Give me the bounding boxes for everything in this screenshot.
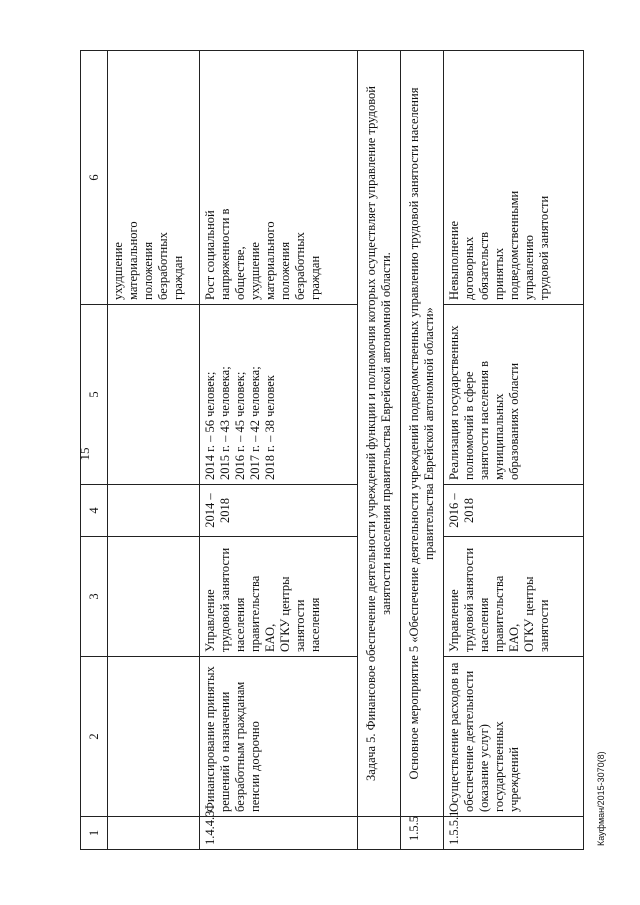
rotated-table-container [80, 50, 620, 850]
row-executor: Управление трудовой занятости населения правительства ЕАО, ОГКУ центры занятости населения [200, 537, 358, 657]
row-result: Реализация государственных полномочий в сфере занятости населения в муниципальных образованиях области [444, 305, 584, 485]
row-consequence: ухудшение материального положения безработных граждан [108, 51, 200, 305]
header-row [81, 51, 108, 850]
measure-code: 1.5.5 [401, 817, 444, 850]
row-code: 1.5.5.1 [444, 817, 584, 850]
row-period: 2014 – 2018 [200, 485, 358, 537]
task-text: Задача 5. Финансовое обеспечение деятельности учреждений функции и полномочия которых осуществляет управление трудовой занятости населения правительства Еврейской автономной области. [358, 51, 401, 817]
header-cell: 2 [81, 657, 108, 817]
document-footer: Кауфман/2015-3070(8) [596, 751, 606, 846]
row-code: 1.4.4.3 [200, 817, 358, 850]
header-cell: 1 [81, 817, 108, 850]
row-code [108, 817, 200, 850]
row-consequence: Рост социальной напряженности в обществе, ухудшение материального положения безработных граждан [200, 51, 358, 305]
table-row [444, 51, 584, 850]
program-table [80, 50, 584, 850]
measure-row [401, 51, 444, 850]
header-cell: 3 [81, 537, 108, 657]
row-result [108, 305, 200, 485]
header-cell: 6 [81, 51, 108, 305]
row-name: Финансирование принятых решений о назначении безработным гражданам пенсии досрочно [200, 657, 358, 817]
header-cell: 5 [81, 305, 108, 485]
row-period [108, 485, 200, 537]
row-result: 2014 г. – 56 человек; 2015 г. – 43 человека; 2016 г. – 45 человек; 2017 г. – 42 человека; 2018 г. – 38 человек [200, 305, 358, 485]
row-name [108, 657, 200, 817]
header-cell: 4 [81, 485, 108, 537]
row-name: Осуществление расходов на обеспечение деятельности (оказание услуг) государственных учреждений [444, 657, 584, 817]
row-executor [108, 537, 200, 657]
table-row [108, 51, 200, 850]
row-period: 2016 – 2018 [444, 485, 584, 537]
row-consequence: Невыполнение договорных обязательств принятых подведомственными управлению трудовой занятости [444, 51, 584, 305]
task-code [358, 817, 401, 850]
measure-text: Основное мероприятие 5 «Обеспечение деятельности учреждений подведомственных управлению трудовой занятости населения правительства Еврейской автономной области» [401, 51, 444, 817]
task-row [358, 51, 401, 850]
page-number: 15 [77, 447, 92, 461]
row-executor: Управление трудовой занятости населения правительства ЕАО, ОГКУ центры занятости [444, 537, 584, 657]
table-row [200, 51, 358, 850]
